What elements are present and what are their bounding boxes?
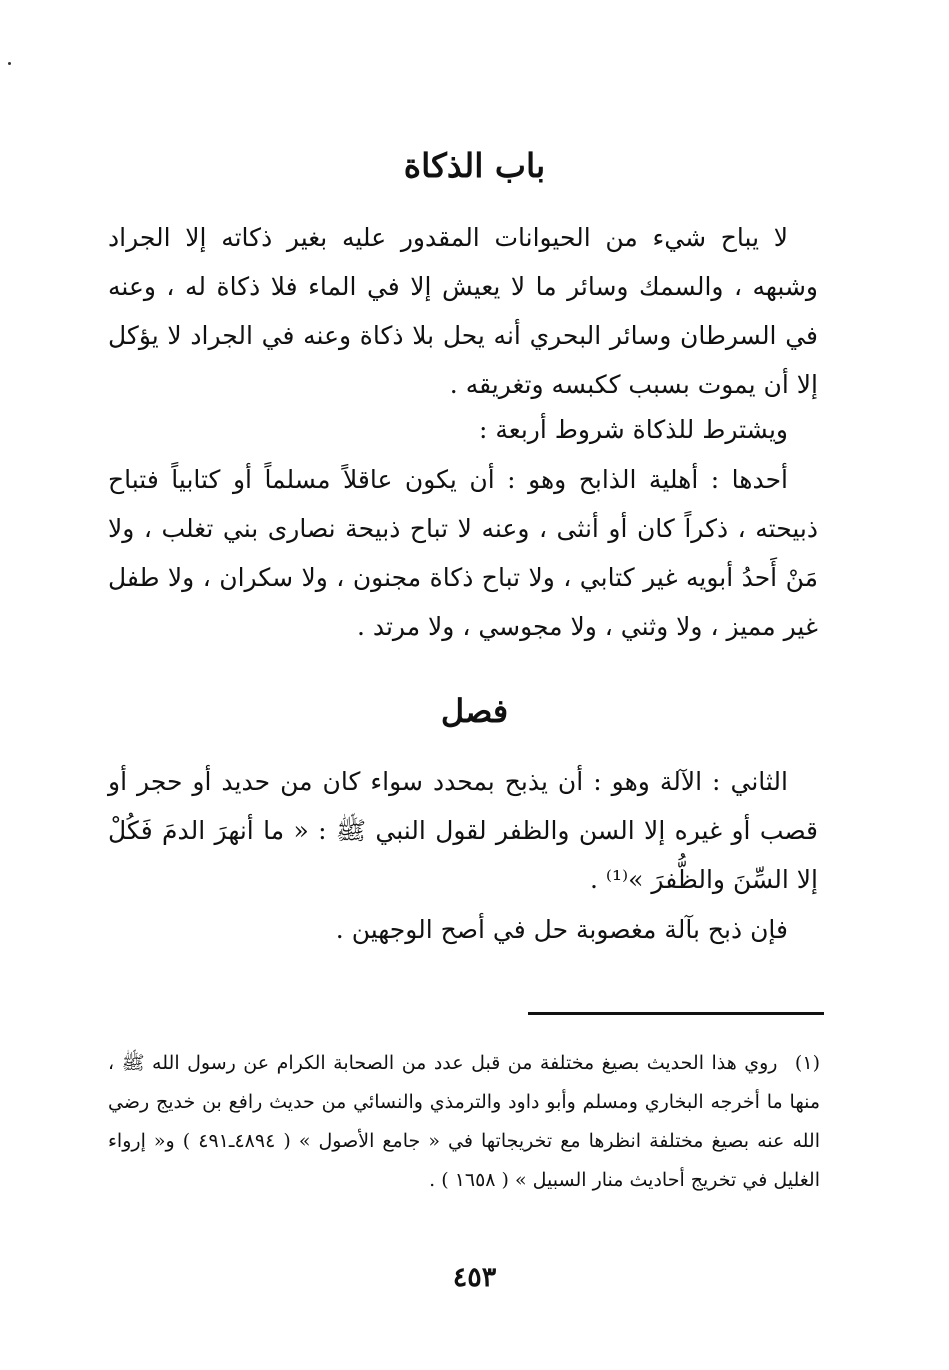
footnote-divider [528,1012,824,1015]
paragraph-first-condition: أحدها : أهلية الذابح وهو : أن يكون عاقلاً مسلماً أو كتابياً فتباح ذبيحته ، ذكراً كان أو أنثى ، وعنه لا تباح ذبيحة نصارى بني تغلب ، ولا مَنْ أَحدُ أبويه غير كتابي ، ولا تباح ذكاة مجنون ، ولا سكران ، ولا طفل غير مميز ، ولا وثني ، ولا مجوسي ، ولا مرتد . [108,465,818,641]
footnote [108,1044,820,1200]
footnote-number: (١) [794,1052,820,1074]
paragraph-conditions: ويشترط للذكاة شروط أربعة : [478,415,788,444]
scan-speck [8,62,11,65]
paragraph-usurped-tool: فإن ذبح بآلة مغصوبة حل في أصح الوجهين . [335,915,788,944]
page-number: ٤٥٣ [452,1262,497,1293]
chapter-title: باب الذكاة [403,146,546,185]
section-title: فصل [440,692,509,730]
paragraph-second-condition: الثاني : الآلة وهو : أن يذبح بمحدد سواء كان من حديد أو حجر أو قصب أو غيره إلا السن والظفر لقول النبي ﷺ : « ما أنهرَ الدمَ فَكُلْ إلا السِّنَ والظُّفرَ »⁽¹⁾ . [108,767,818,894]
footnote-text: روي هذا الحديث بصيغ مختلفة من قبل عدد من الصحابة الكرام عن رسول الله ﷺ ، منها ما أخرجه البخاري ومسلم وأبو داود والترمذي والنسائي من حديث رافع بن خديج رضي الله عنه بصيغ مختلفة انظرها مع تخريجاتها في « جامع الأصول » ( ٤٨٩٤ـ٤٩١ ) و« إرواء الغليل في تخريج أحاديث منار السبيل » ( ١٦٥٨ ) . [108,1052,820,1191]
paragraph-intro: لا يباح شيء من الحيوانات المقدور عليه بغير ذكاته إلا الجراد وشبهه ، والسمك وسائر ما لا يعيش إلا في الماء فلا ذكاة له ، وعنه في السرطان وسائر البحري أنه يحل بلا ذكاة وعنه في الجراد لا يؤكل إلا أن يموت بسبب ككبسه وتغريقه . [108,223,818,399]
